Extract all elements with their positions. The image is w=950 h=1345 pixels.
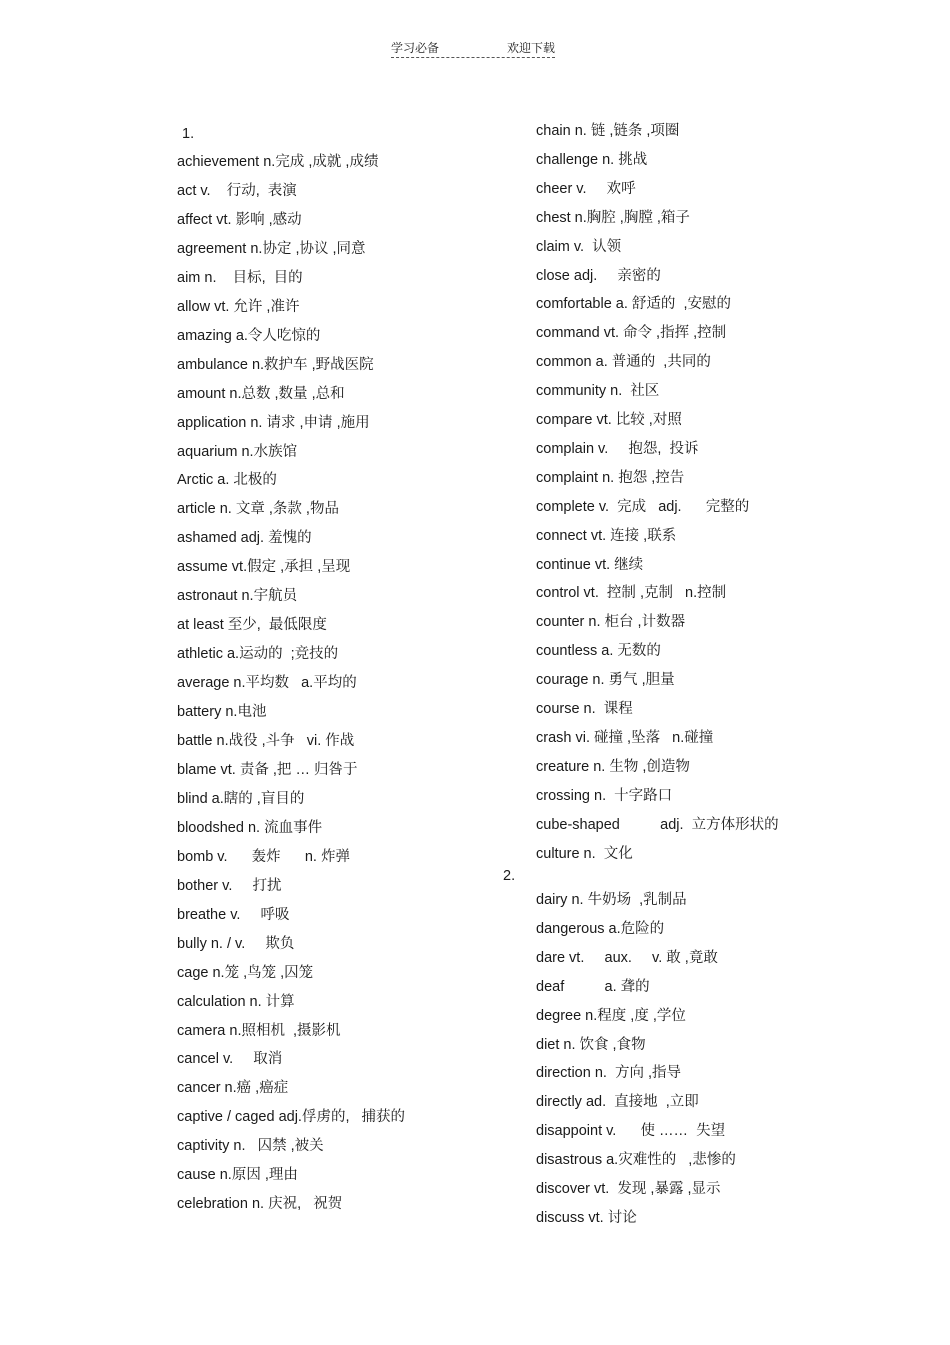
vocab-entry: captivity n. 囚禁 ,被关 [177, 1138, 324, 1155]
vocab-entry: affect vt. 影响 ,感动 [177, 211, 302, 228]
vocab-entry: bother v. 打扰 [177, 877, 282, 894]
vocab-entry: chest n.胸腔 ,胸膛 ,箱子 [536, 209, 690, 226]
vocab-entry: ambulance n.救护车 ,野战医院 [177, 356, 374, 373]
vocab-entry: crossing n. 十字路口 [536, 787, 673, 804]
vocab-entry: disastrous a.灾难性的 ,悲惨的 [536, 1152, 736, 1169]
vocab-entry: cause n.原因 ,理由 [177, 1167, 298, 1184]
header-left-text: 学习必备 [391, 41, 440, 55]
vocab-entry: continue vt. 继续 [536, 556, 644, 573]
vocab-entry: comfortable a. 舒适的 ,安慰的 [536, 296, 731, 313]
vocab-entry: command vt. 命令 ,指挥 ,控制 [536, 325, 727, 342]
vocab-entry: camera n.照相机 ,摄影机 [177, 1022, 341, 1039]
vocab-entry: cancer n.癌 ,癌症 [177, 1080, 289, 1097]
vocab-entry: bomb v. 轰炸 n. 炸弹 [177, 848, 350, 865]
vocab-entry: captive / caged adj.俘虏的, 捕获的 [177, 1109, 406, 1126]
vocab-entry: amount n.总数 ,数量 ,总和 [177, 385, 345, 402]
vocab-entry: disappoint v. 使 …… 失望 [536, 1123, 726, 1140]
vocab-entry: allow vt. 允许 ,准许 [177, 298, 300, 315]
vocab-entry: culture n. 文化 [536, 845, 633, 862]
vocab-entry: bully n. / v. 欺负 [177, 935, 295, 952]
vocab-entry: discover vt. 发现 ,暴露 ,显示 [536, 1181, 721, 1197]
vocab-entry: bloodshed n. 流血事件 [177, 819, 323, 836]
vocab-entry: discuss vt. 讨论 [536, 1209, 637, 1226]
vocab-entry: dangerous a.危险的 [536, 920, 665, 937]
vocab-entry: creature n. 生物 ,创造物 [536, 758, 690, 775]
vocab-entry: agreement n.协定 ,协议 ,同意 [177, 240, 366, 257]
vocab-entry: cage n.笼 ,鸟笼 ,囚笼 [177, 964, 314, 981]
vocab-entry: counter n. 柜台 ,计数器 [536, 614, 686, 631]
vocab-entry: dare vt. aux. v. 敢 ,竟敢 [536, 949, 718, 966]
vocab-entry: breathe v. 呼吸 [177, 906, 290, 923]
vocab-entry: direction n. 方向 ,指导 [536, 1065, 682, 1082]
vocab-entry: celebration n. 庆祝, 祝贺 [177, 1196, 343, 1213]
vocab-entry: assume vt.假定 ,承担 ,呈现 [177, 559, 351, 576]
vocab-entry: cancel v. 取消 [177, 1051, 283, 1068]
vocab-entry: cube-shaped adj. 立方体形状的 [536, 816, 779, 833]
vocab-entry: deaf a. 聋的 [536, 978, 650, 995]
header-right-text: 欢迎下载 [507, 41, 556, 55]
vocab-entry: article n. 文章 ,条款 ,物品 [177, 501, 339, 518]
vocab-entry: aim n. 目标, 目的 [177, 269, 303, 286]
vocab-entry: courage n. 勇气 ,胆量 [536, 672, 675, 689]
vocab-entry: at least 至少, 最低限度 [177, 617, 327, 634]
vocab-entry: complaint n. 抱怨 ,控告 [536, 469, 685, 486]
vocab-entry: close adj. 亲密的 [536, 267, 661, 284]
vocab-entry: complete v. 完成 adj. 完整的 [536, 498, 750, 515]
vocab-entry: community n. 社区 [536, 383, 660, 400]
vocab-entry: diet n. 饮食 ,食物 [536, 1036, 646, 1053]
vocab-entry: dairy n. 牛奶场 ,乳制品 [536, 892, 687, 908]
vocab-entry: Arctic a. 北极的 [177, 472, 277, 489]
vocab-entry: compare vt. 比较 ,对照 [536, 412, 682, 428]
vocab-entry: degree n.程度 ,度 ,学位 [536, 1007, 686, 1024]
vocab-entry: achievement n.完成 ,成就 ,成绩 [177, 154, 379, 170]
vocab-entry: directly ad. 直接地 ,立即 [536, 1094, 699, 1111]
vocab-entry: act v. 行动, 表演 [177, 182, 297, 199]
vocab-entry: calculation n. 计算 [177, 993, 295, 1010]
vocab-entry: crash vi. 碰撞 ,坠落 n.碰撞 [536, 729, 714, 746]
vocab-entry: challenge n. 挑战 [536, 151, 648, 168]
vocab-entry: average n.平均数 a.平均的 [177, 675, 357, 692]
section-number-2: 2. [503, 868, 516, 884]
vocab-entry: cheer v. 欢呼 [536, 180, 636, 197]
page-header [391, 40, 555, 58]
vocab-entry: battery n.电池 [177, 704, 267, 721]
vocab-entry: aquarium n.水族馆 [177, 443, 298, 460]
vocab-entry: chain n. 链 ,链条 ,项圈 [536, 123, 680, 139]
vocab-entry: amazing a.令人吃惊的 [177, 327, 321, 344]
vocab-entry: course n. 课程 [536, 701, 633, 717]
vocab-entry: blind a.瞎的 ,盲目的 [177, 790, 305, 807]
vocab-entry: complain v. 抱怨, 投诉 [536, 440, 699, 457]
vocab-entry: countless a. 无数的 [536, 643, 661, 660]
vocab-entry: battle n.战役 ,斗争 vi. 作战 [177, 733, 355, 749]
vocab-entry: control vt. 控制 ,克制 n.控制 [536, 585, 727, 602]
vocab-entry: connect vt. 连接 ,联系 [536, 527, 677, 544]
vocab-entry: common a. 普通的 ,共同的 [536, 354, 711, 371]
vocab-entry: ashamed adj. 羞愧的 [177, 530, 312, 547]
vocab-entry: claim v. 认领 [536, 238, 622, 255]
section-number-1: 1. [182, 126, 195, 142]
vocab-entry: application n. 请求 ,申请 ,施用 [177, 414, 370, 431]
vocab-entry: athletic a.运动的 ;竞技的 [177, 646, 339, 663]
vocab-entry: astronaut n.宇航员 [177, 588, 298, 605]
vocab-entry: blame vt. 责备 ,把 … 归咎于 [177, 761, 358, 778]
